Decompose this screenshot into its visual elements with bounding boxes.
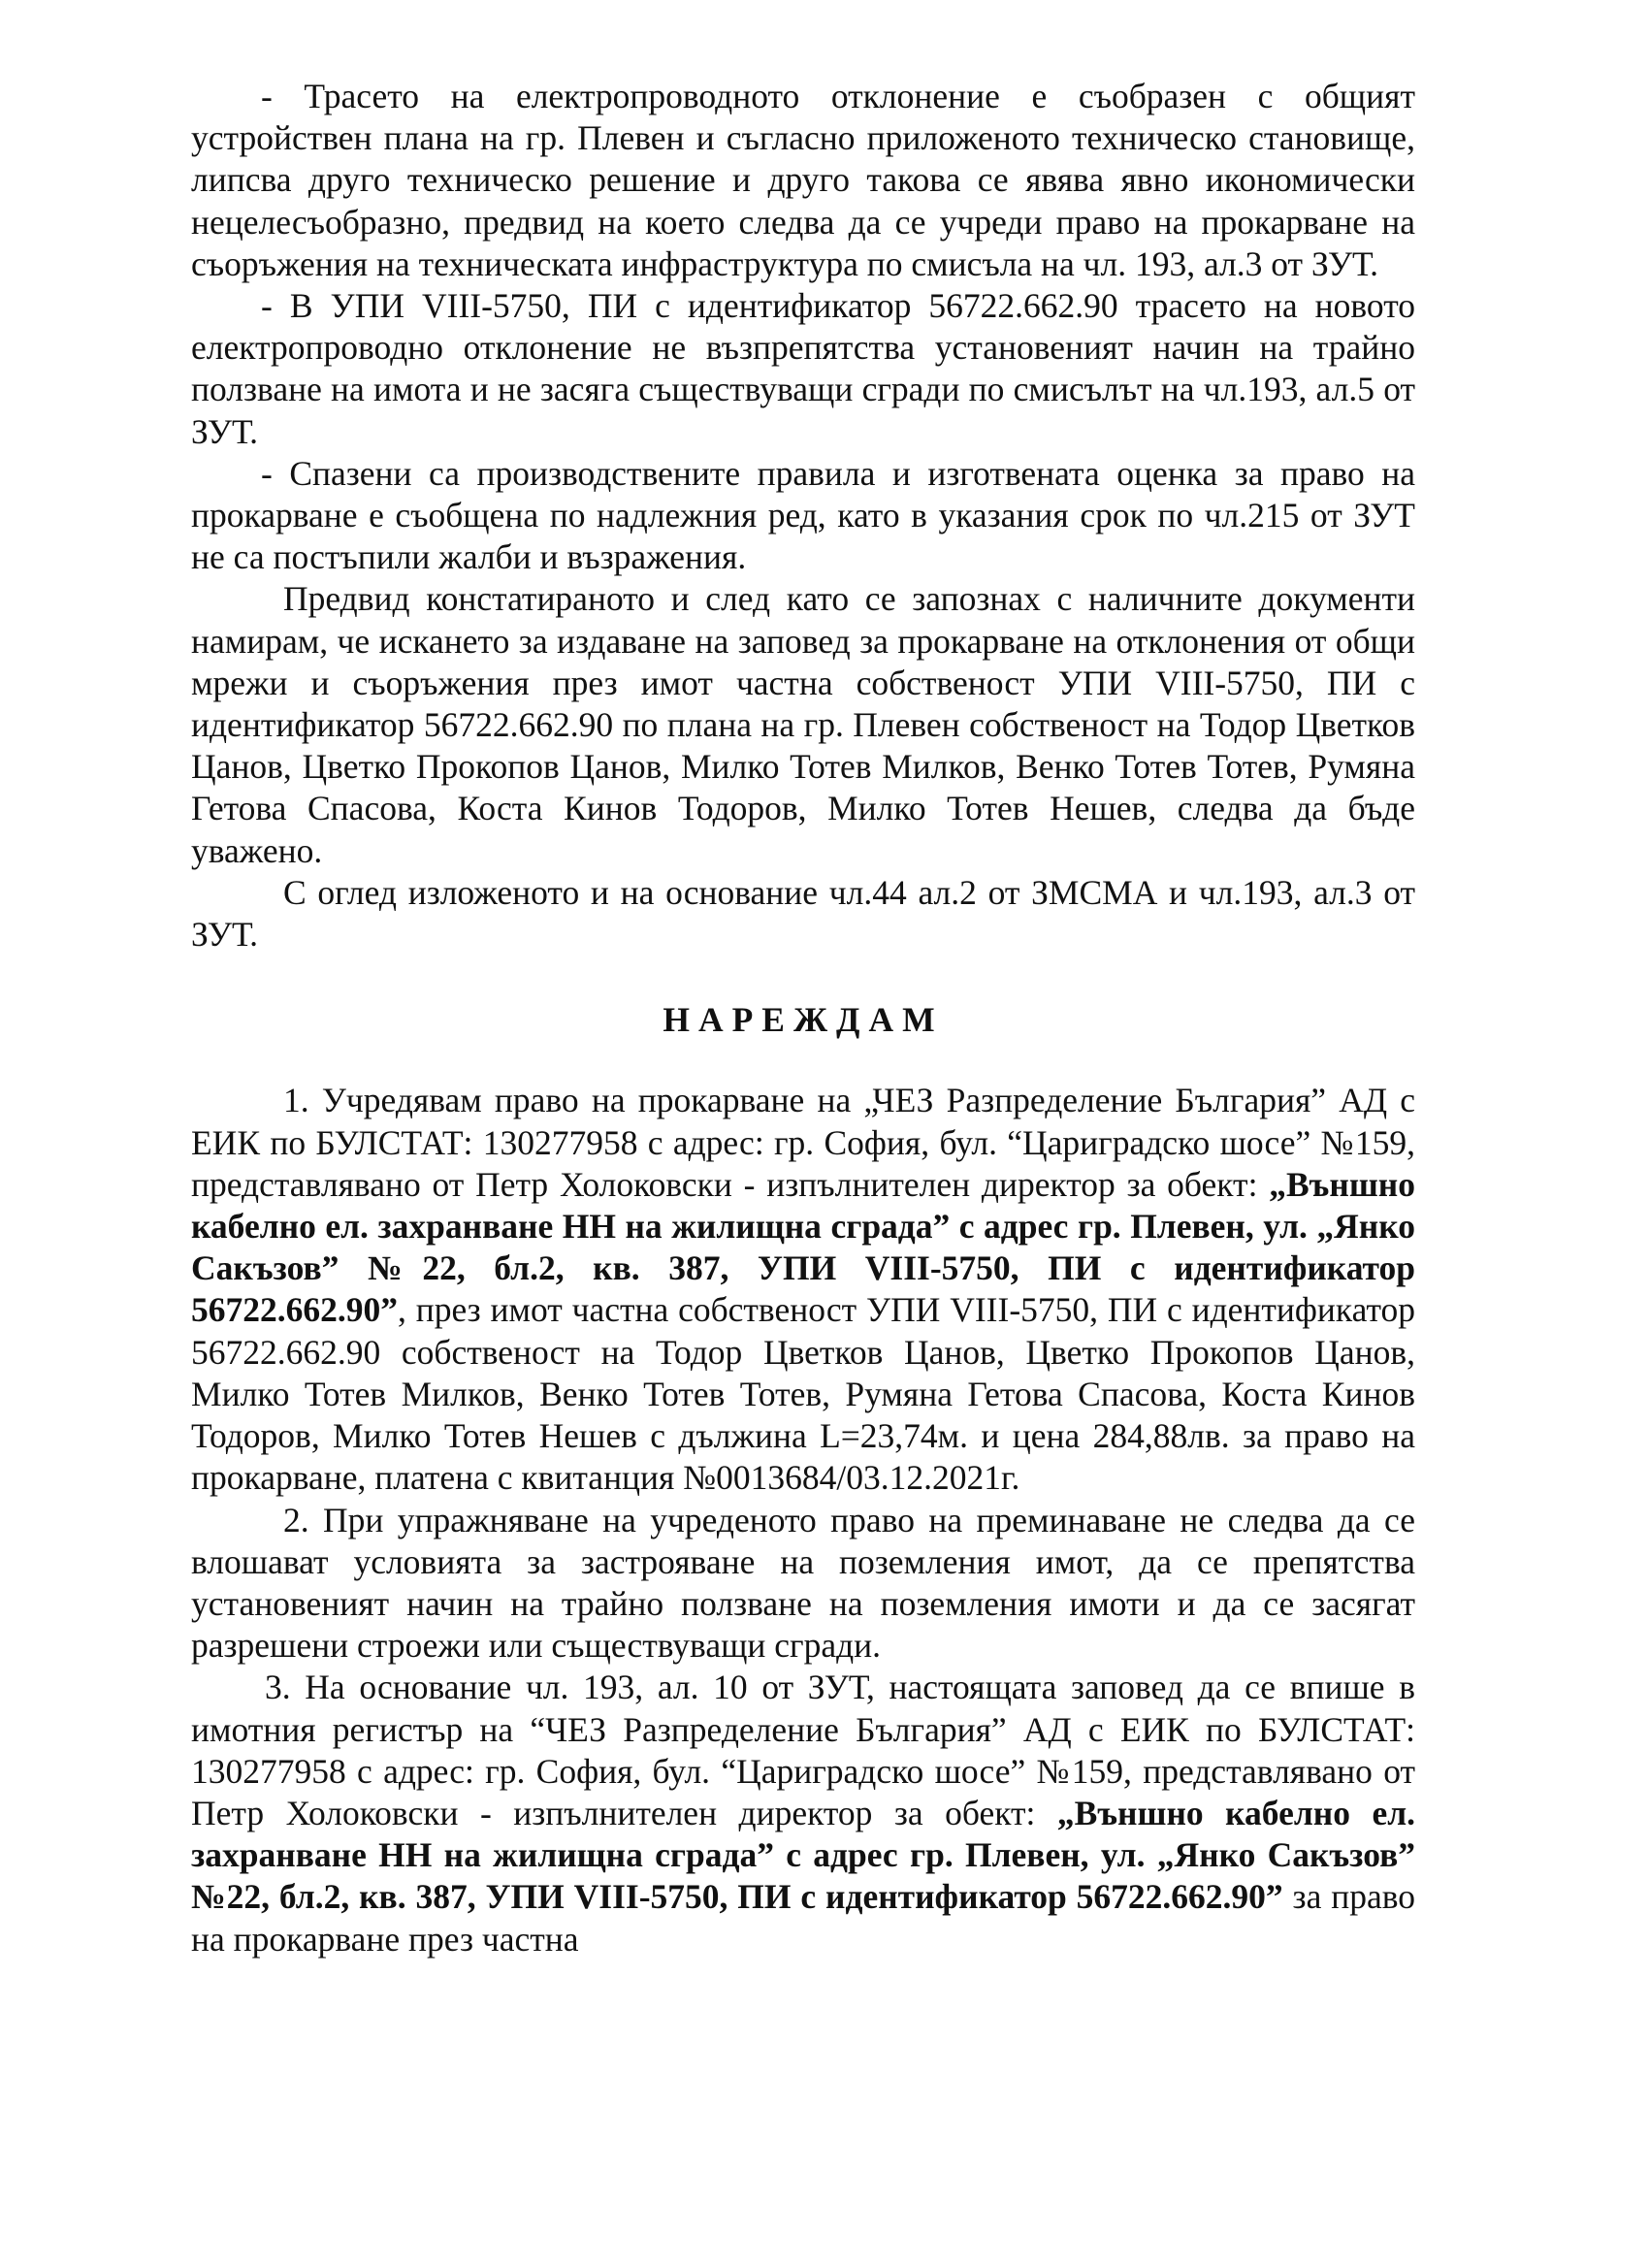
order-item-1-object-name: „Външно кабелно ел. захранване НН на жилищна сграда” с адрес гр. Плевен, ул. „Янко Сакъзов” №22, бл.2, кв. 387, УПИ VIII-5750, ПИ с идентификатор 56722.662.90” bbox=[191, 1164, 1415, 1330]
order-item-1-text-start: 1. Учредявам право на прокарване на „ЧЕЗ Разпределение България” АД с ЕИК по БУЛСТАТ: 130277958 с адрес: гр. София, бул. “Цариградско шосе” №159, представлявано от Петр Холоковски - изпълнителен директор за обект: bbox=[191, 1081, 1415, 1204]
paragraph-considering: Предвид констатираното и след като се запознах с наличните документи намирам, че искането за издаване на заповед за прокарване на отклонения от общи мрежи и съоръжения през имот частна собственост УПИ VIII-5750, ПИ с идентификатор 56722.662.90 по плана на гр. Плевен собственост на Тодор Цветков Цанов, Цветко Прокопов Цанов, Милко Тотев Милков, Венко Тотев Тотев, Румяна Гетова Спасова, Коста Кинов Тодоров, Милко Тотев Нешев, следва да бъде уважено. bbox=[191, 579, 1415, 870]
order-item-3-text-end: за право на прокарване през частна bbox=[191, 1877, 1415, 1959]
document-page bbox=[191, 76, 1415, 1960]
paragraph-route-compliance: - Трасето на електропроводното отклонение е съобразен с общият устройствен плана на гр. Плевен и съгласно приложеното техническо становище, липсва друго техническо решение и друго такова се явява явно икономически нецелесъобразно, предвид на което следва да се учреди право на прокарване на съоръжения на техническата инфраструктура по смисъла на чл. 193, ал.3 от ЗУТ. bbox=[191, 77, 1415, 283]
order-item-1 bbox=[191, 1080, 1415, 1499]
spacer bbox=[191, 956, 1415, 999]
order-item-1-text-end: , през имот частна собственост УПИ VIII-5750, ПИ с идентификатор 56722.662.90 собственост на Тодор Цветков Цанов, Цветко Прокопов Цанов, Милко Тотев Милков, Венко Тотев Тотев, Румяна Гетова Спасова, Коста Кинов Тодоров, Милко Тотев Нешев с дължина L=23,74м. и цена 284,88лв. за право на прокарване, платена с квитанция №0013684/03.12.2021г. bbox=[191, 1290, 1415, 1498]
spacer bbox=[191, 1041, 1415, 1080]
order-item-3-text-start: 3. На основание чл. 193, ал. 10 от ЗУТ, настоящата заповед да се впише в имотния регистър на “ЧЕЗ Разпределение България” АД с ЕИК по БУЛСТАТ: 130277958 с адрес: гр. София, бул. “Цариградско шосе” №159, представлявано от Петр Холоковски - изпълнителен директор за обект: bbox=[191, 1668, 1415, 1832]
paragraph-procedure-rules: - Спазени са производствените правила и изготвената оценка за право на прокарване е съобщена по надлежния ред, като в указания срок по чл.215 от ЗУТ не са постъпили жалби и възражения. bbox=[191, 453, 1415, 577]
order-item-3-object-name: „Външно кабелно ел. захранване НН на жилищна сграда” с адрес гр. Плевен, ул. „Янко Сакъзов” №22, бл.2, кв. 387, УПИ VIII-5750, ПИ с идентификатор 56722.662.90” bbox=[191, 1793, 1415, 1917]
paragraph-legal-basis: С оглед изложеното и на основание чл.44 ал.2 от ЗМСМА и чл.193, ал.3 от ЗУТ. bbox=[191, 872, 1415, 955]
order-item-3 bbox=[191, 1667, 1415, 1960]
paragraph-upi-route: - В УПИ VIII-5750, ПИ с идентификатор 56722.662.90 трасето на новото електропроводно отклонение не възпрепятства установеният начин на трайно ползване на имота и не засяга съществуващи сгради по смисълът на чл.193, ал.5 от ЗУТ. bbox=[191, 286, 1415, 451]
order-item-2: 2. При упражняване на учреденото право на преминаване не следва да се влошават условията за застрояване на поземления имот, да се препятства установеният начин на трайно ползване на поземления имоти и да се засягат разрешени строежи или съществуващи сгради. bbox=[191, 1500, 1415, 1666]
order-heading: НАРЕЖДАМ bbox=[663, 1000, 944, 1040]
